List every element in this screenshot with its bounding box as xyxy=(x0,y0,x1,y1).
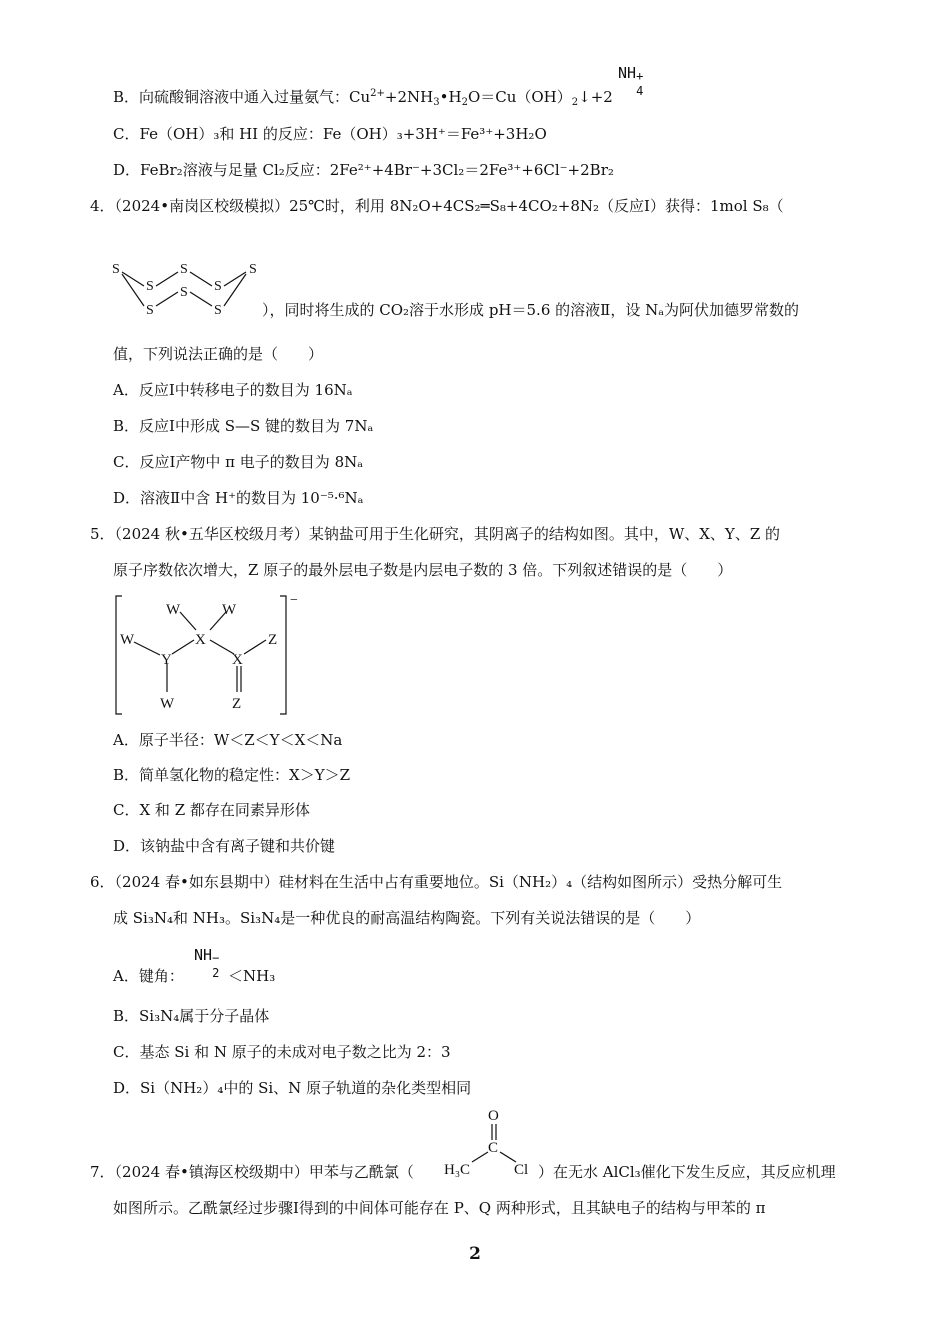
q7-stem-line2: 如图所示。乙酰氯经过步骤Ⅰ得到的中间体可能存在 P、Q 两种形式，且其缺电子的结构与甲苯的 π xyxy=(113,1199,766,1217)
acetyl-chloride-structure xyxy=(440,1104,540,1184)
anion-structure-diagram xyxy=(110,592,310,718)
q4-option-a: A．反应Ⅰ中转移电子的数目为 16Nₐ xyxy=(113,381,353,399)
atom-w: W xyxy=(160,696,175,712)
q4-stem-line1: 4．（2024•南岗区校级模拟）25℃时，利用 8N₂O+4CS₂═S₈+4CO₂+8N₂（反应Ⅰ）获得：1mol S₈（ xyxy=(90,197,784,215)
q5-stem-line1: 5．（2024 秋•五华区校级月考）某钠盐可用于生化研究，其阴离子的结构如图。其中，W、X、Y、Z 的 xyxy=(90,525,781,543)
amide-ion-formula: NH − 2 xyxy=(194,946,220,980)
ammonium-formula: NH + 4 xyxy=(618,64,644,98)
q7-stem-line1-post: ）在无水 AlCl₃催化下发生反应，其反应机理 xyxy=(538,1163,836,1181)
q6-option-a-label: A．键角： xyxy=(113,967,184,985)
atom-cl: Cl xyxy=(514,1162,529,1178)
q3-option-c: C．Fe（OH）₃和 HI 的反应：Fe（OH）₃+3H⁺＝Fe³⁺+3H₂O xyxy=(113,125,547,143)
q6-option-b: B．Si₃N₄属于分子晶体 xyxy=(113,1007,270,1025)
methyl-group: H₃C xyxy=(444,1162,471,1178)
q6-option-c: C．基态 Si 和 N 原子的未成对电子数之比为 2：3 xyxy=(113,1043,451,1061)
q5-option-c: C．X 和 Z 都存在同素异形体 xyxy=(113,801,310,819)
q6-stem-line2: 成 Si₃N₄和 NH₃。Si₃N₄是一种优良的耐高温结构陶瓷。下列有关说法错误的是（ ） xyxy=(113,909,701,927)
atom-z: Z xyxy=(232,696,242,712)
atom-x: X xyxy=(232,652,243,668)
s-atom: S xyxy=(249,262,257,277)
q5-stem-line2: 原子序数依次增大，Z 原子的最外层电子数是内层电子数的 3 倍。下列叙述错误的是（ ） xyxy=(113,561,733,579)
atom-z: Z xyxy=(268,632,278,648)
q3-option-b: B．向硫酸铜溶液中通入过量氨气：$Cu^{2+}+2NH_3•H_2O=Cu(OH)_2↓+2$ xyxy=(113,88,613,108)
q4-stem-line3: 值，下列说法正确的是（ ） xyxy=(113,345,324,363)
s-atom: S xyxy=(112,262,120,277)
atom-c: C xyxy=(488,1140,499,1156)
q5-option-d: D．该钠盐中含有离子键和共价键 xyxy=(113,837,336,855)
s-atom: S xyxy=(146,279,154,294)
s-atom: S xyxy=(180,262,188,277)
atom-o: O xyxy=(488,1108,499,1124)
atom-y: Y xyxy=(161,652,172,668)
s-atom: S xyxy=(146,303,154,318)
q6-option-a-rest: ＜NH₃ xyxy=(228,967,276,985)
charge-label: − xyxy=(290,593,298,608)
s-atom: S xyxy=(180,285,188,300)
s8-structure-diagram xyxy=(104,256,266,322)
q5-option-b: B．简单氢化物的稳定性：X＞Y＞Z xyxy=(113,766,351,784)
atom-w: W xyxy=(166,602,181,618)
s-atom: S xyxy=(214,279,222,294)
q5-option-a: A．原子半径：W＜Z＜Y＜X＜Na xyxy=(113,731,343,749)
q4-option-c: C．反应Ⅰ产物中 π 电子的数目为 8Nₐ xyxy=(113,453,364,471)
atom-x: X xyxy=(195,632,206,648)
atom-w: W xyxy=(120,632,135,648)
q4-option-d: D．溶液Ⅱ中含 H⁺的数目为 10⁻⁵·⁶Nₐ xyxy=(113,489,364,507)
s-atom: S xyxy=(214,303,222,318)
page-number: 2 xyxy=(469,1244,481,1264)
q4-stem-line2: ），同时将生成的 CO₂溶于水形成 pH＝5.6 的溶液Ⅱ，设 Nₐ为阿伏加德罗常数的 xyxy=(262,301,800,319)
q6-option-d: D．Si（NH₂）₄中的 Si、N 原子轨道的杂化类型相同 xyxy=(113,1079,472,1097)
q4-option-b: B．反应Ⅰ中形成 S—S 键的数目为 7Nₐ xyxy=(113,417,374,435)
q6-stem-line1: 6．（2024 春•如东县期中）硅材料在生活中占有重要地位。Si（NH₂）₄（结构如图所示）受热分解可生 xyxy=(90,873,783,891)
q7-stem-line1-pre: 7．（2024 春•镇海区校级期中）甲苯与乙酰氯（ xyxy=(90,1163,414,1181)
q3-option-d: D．FeBr₂溶液与足量 Cl₂反应：2Fe²⁺+4Br⁻+3Cl₂＝2Fe³⁺+6Cl⁻+2Br₂ xyxy=(113,161,614,179)
atom-w: W xyxy=(222,602,237,618)
